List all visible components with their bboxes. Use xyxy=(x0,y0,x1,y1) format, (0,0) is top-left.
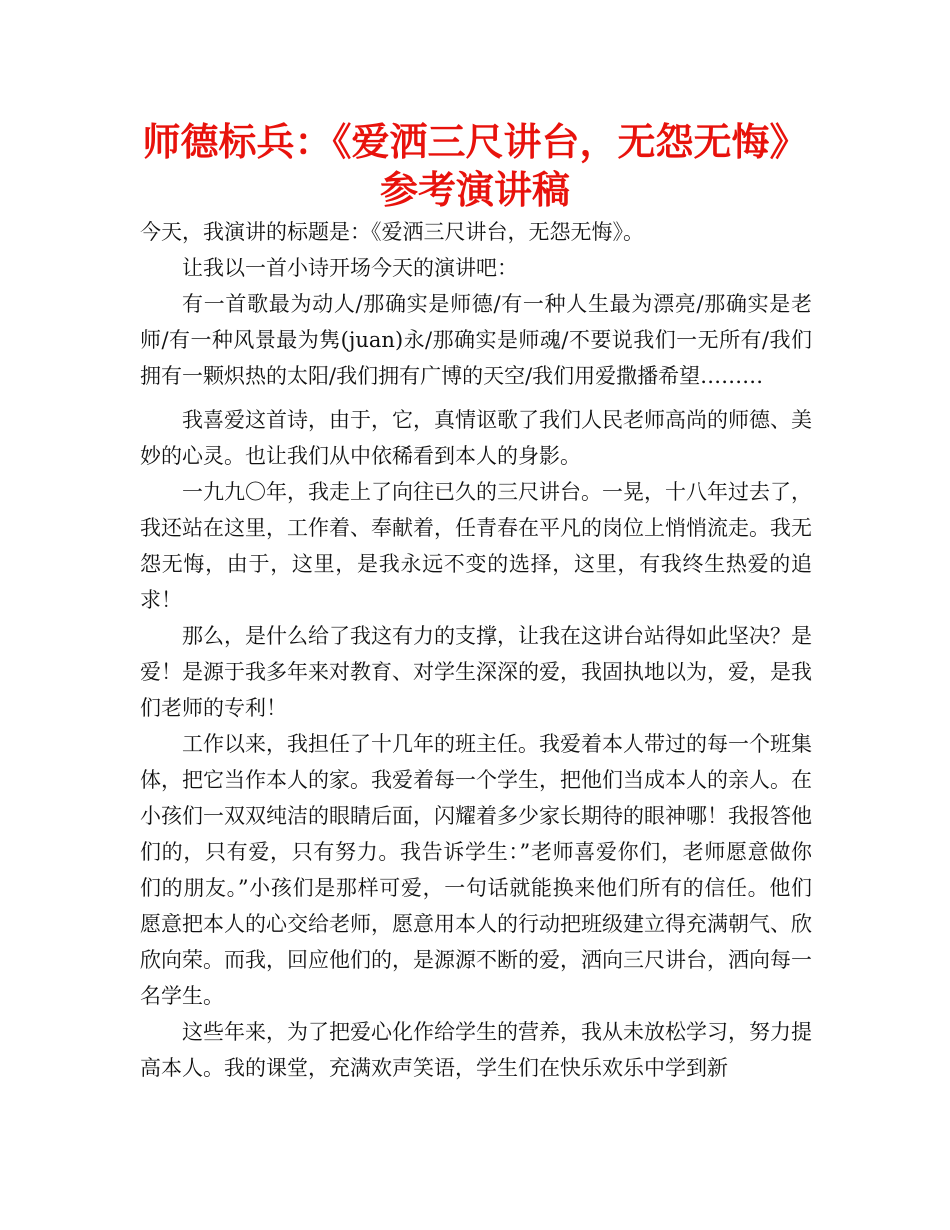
paragraph: 我喜爱这首诗，由于，它，真情讴歌了我们人民老师高尚的师德、美妙的心灵。也让我们从中依稀看到本人的身影。 xyxy=(140,408,812,468)
paragraph: 那么，是什么给了我这有力的支撑，让我在这讲台站得如此坚决？是爱！是源于我多年来对教育、对学生深深的爱，我固执地以为，爱，是我们老师的专利！ xyxy=(140,624,812,720)
paragraph-poem-lead: 让我以一首小诗开场今天的演讲吧： xyxy=(182,256,518,280)
paragraph-poem: 有一首歌最为动人/那确实是师德/有一种人生最为漂亮/那确实是老师/有一种风景最为隽(juan)永/那确实是师魂/不要说我们一无所有/我们拥有一颗炽热的太阳/我们拥有广博的天空/我们用爱撒播希望……… xyxy=(140,292,812,388)
paragraph: 这些年来，为了把爱心化作给学生的营养，我从未放松学习，努力提高本人。我的课堂，充满欢声笑语，学生们在快乐欢乐中学到新 xyxy=(140,1020,812,1080)
title-line-2: 参考演讲稿 xyxy=(379,168,570,212)
document-title xyxy=(100,118,850,214)
paragraph: 一九九〇年，我走上了向往已久的三尺讲台。一晃，十八年过去了，我还站在这里，工作着、奉献着，任青春在平凡的岗位上悄悄流走。我无怨无悔，由于，这里，是我永远不变的选择，这里，有我终生热爱的追求！ xyxy=(140,480,812,612)
paragraph-intro: 今天，我演讲的标题是：《爱洒三尺讲台，无怨无悔》。 xyxy=(140,220,644,244)
paragraph: 工作以来，我担任了十几年的班主任。我爱着本人带过的每一个班集体，把它当作本人的家。我爱着每一个学生，把他们当成本人的亲人。在小孩们一双双纯洁的眼睛后面，闪耀着多少家长期待的眼神哪！我报答他们的，只有爱，只有努力。我告诉学生：”老师喜爱你们，老师愿意做你们的朋友。”小孩们是那样可爱，一句话就能换来他们所有的信任。他们愿意把本人的心交给老师，愿意用本人的行动把班级建立得充满朝气、欣欣向荣。而我，回应他们的，是源源不断的爱，洒向三尺讲台，洒向每一名学生。 xyxy=(140,732,812,1008)
document-body xyxy=(140,214,812,1086)
title-line-1: 师德标兵：《爱洒三尺讲台，无怨无悔》 xyxy=(142,120,808,164)
